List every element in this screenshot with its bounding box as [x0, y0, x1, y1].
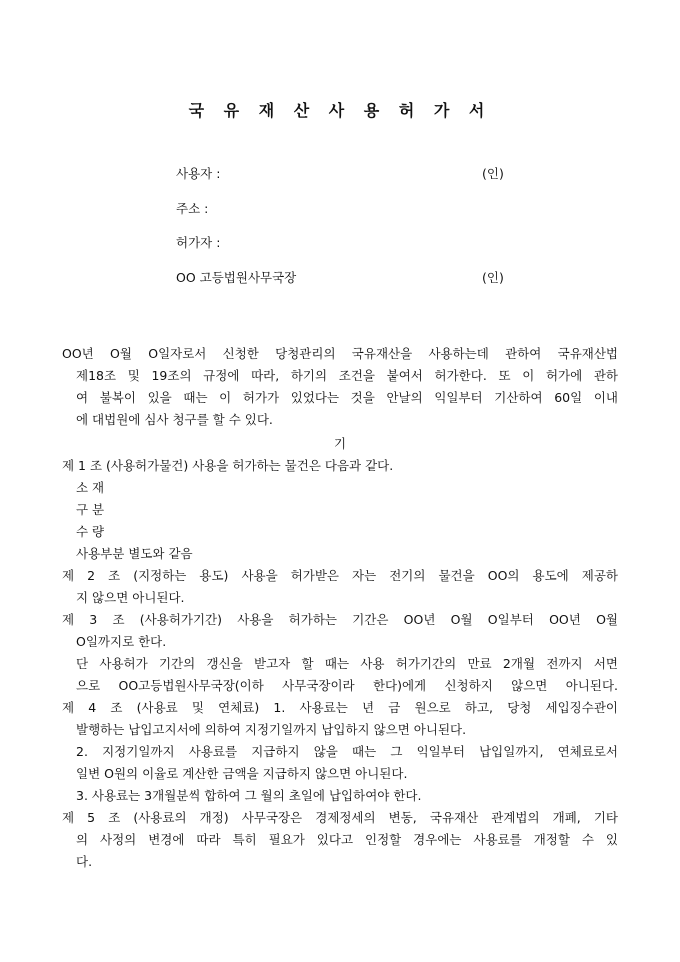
user-seal: (인): [482, 166, 504, 181]
address-label: 주소 :: [176, 201, 209, 216]
article-3-line: 으로 OO고등법원사무국장(이하 사무국장이라 한다)에게 신청하지 않으면 아니된다.: [76, 678, 618, 693]
article-3-line: 단 사용허가 기간의 갱신을 받고자 할 때는 사용 허가기간의 만료 2개월 전까지 서면: [76, 656, 618, 671]
preamble-line: 여 불복이 있을 때는 이 허가가 있었다는 것을 안날의 익일부터 기산하여 60일 이내: [76, 390, 618, 405]
article-4-heading: 제 4 조 (사용료 및 연체료) 1. 사용료는 년 금 원으로 하고, 당청 세입징수관이: [62, 700, 618, 715]
grantor-name: OO 고등법원사무국장: [176, 270, 297, 285]
article-4-line: 2. 지정기일까지 사용료를 지급하지 않을 때는 그 익일부터 납입일까지, 연체료로서: [76, 744, 618, 759]
article-5-line: 의 사정의 변경에 따라 특히 필요가 있다고 인정할 경우에는 사용료를 개정할 수 있: [76, 832, 618, 847]
grantor-name-row: [176, 268, 516, 286]
article-2-line: 지 않으면 아니된다.: [76, 590, 185, 605]
article-3-line: O일까지로 한다.: [76, 634, 167, 649]
article-5-line: 다.: [76, 854, 93, 869]
article-4-line: 3. 사용료는 3개월분씩 합하여 그 월의 초일에 납입하여야 한다.: [76, 788, 422, 803]
item-quantity: 수 량: [76, 524, 105, 539]
grantor-seal: (인): [482, 270, 504, 285]
grantor-row: [176, 233, 516, 251]
item-category: 구 분: [76, 502, 105, 517]
article-4-line: 발행하는 납입고지서에 의하여 지정기일까지 납입하지 않으면 아니된다.: [76, 722, 467, 737]
user-row: [176, 164, 516, 182]
item-location: 소 재: [76, 480, 105, 495]
article-2-heading: 제 2 조 (지정하는 용도) 사용을 허가받은 자는 전기의 물건을 OO의 용도에 제공하: [62, 568, 618, 583]
preamble-line: 에 대법원에 심사 청구를 할 수 있다.: [76, 412, 273, 427]
preamble-line: OO년 O월 O일자로서 신청한 당청관리의 국유재산을 사용하는데 관하여 국유재산법: [62, 346, 618, 361]
preamble-line: 제18조 및 19조의 규정에 따라, 하기의 조건을 붙여서 허가한다. 또 이 허가에 관하: [76, 368, 618, 383]
article-1-heading: 제 1 조 (사용허가물건) 사용을 허가하는 물건은 다음과 같다.: [62, 458, 394, 473]
article-4-line: 일변 O원의 이율로 계산한 금액을 지급하지 않으면 아니된다.: [76, 766, 408, 781]
address-row: [176, 199, 516, 217]
grantor-label: 허가자 :: [176, 235, 221, 250]
gi-marker: 기: [333, 436, 347, 451]
article-5-heading: 제 5 조 (사용료의 개정) 사무국장은 경제정세의 변동, 국유재산 관계법의 개폐, 기타: [62, 810, 618, 825]
article-3-heading: 제 3 조 (사용허가기간) 사용을 허가하는 기간은 OO년 O월 O일부터 OO년 O월: [62, 612, 618, 627]
user-label: 사용자 :: [176, 166, 221, 181]
item-usage-part: 사용부분 별도와 같음: [76, 546, 193, 561]
document-title: 국 유 재 산 사 용 허 가 서: [188, 101, 492, 120]
